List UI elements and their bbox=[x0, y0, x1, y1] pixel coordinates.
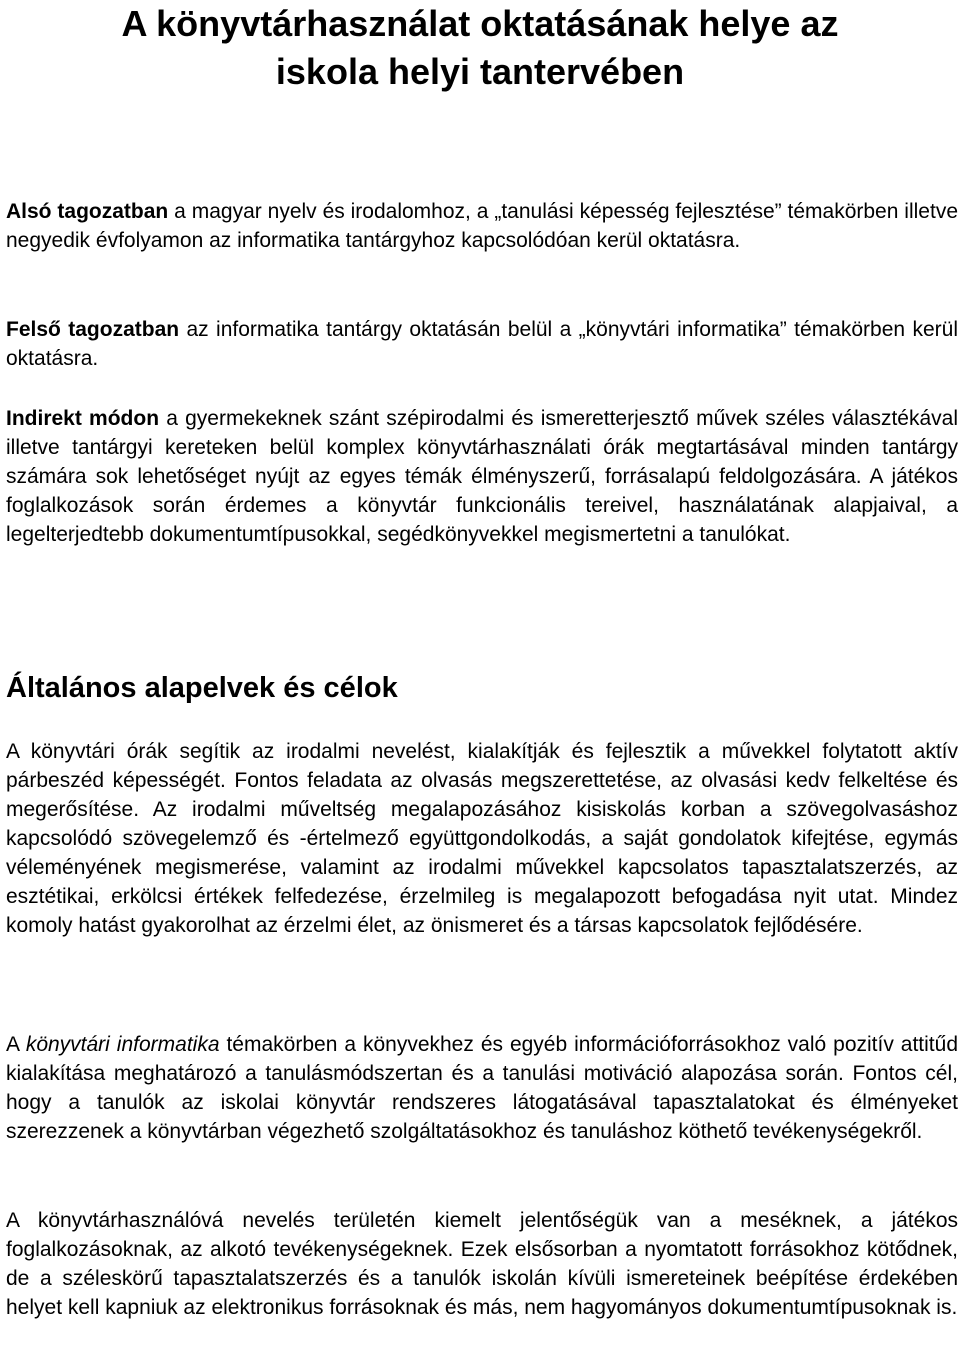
paragraph-lead: Indirekt módon bbox=[6, 407, 160, 430]
paragraph-library-user-education: A könyvtárhasználóvá nevelés területén kiemelt jelentőségük van a meséknek, a játékos foglalkozásoknak, az alkotó tevékenységeknek. Ezek elsősorban a nyomtatott forrásokhoz kötődnek, de a széleskörű tapasztalatszerzés és a tanulók iskolán kívüli ismereteinek beépítése érdekében helyet kell kapniuk az elektronikus forrásoknak és más, nem hagyományos dokumentumtípusoknak is. bbox=[6, 1209, 958, 1319]
title-line-2: iskola helyi tantervében bbox=[275, 51, 685, 92]
paragraph-upper-grades bbox=[6, 315, 958, 373]
paragraph-text: az informatika tantárgy oktatásán belül a „könyvtári informatika” témakörben kerül oktatásra. bbox=[6, 318, 958, 370]
paragraph-indirect bbox=[6, 404, 958, 549]
paragraph-text: a magyar nyelv és irodalomhoz, a „tanulási képesség fejlesztése” témakörben illetve negyedik évfolyamon az informatika tantárgyhoz kapcsolódóan kerül oktatásra. bbox=[6, 200, 958, 252]
paragraph-library-informatics bbox=[6, 1030, 958, 1146]
section-heading: Általános alapelvek és célok bbox=[6, 672, 398, 704]
emphasis-term: könyvtári informatika bbox=[25, 1033, 220, 1056]
title-line-1: A könyvtárhasználat oktatásának helye az bbox=[121, 3, 839, 44]
page-title bbox=[0, 0, 960, 96]
paragraph-lead: Felső tagozatban bbox=[6, 318, 180, 341]
paragraph-text: A bbox=[6, 1033, 26, 1056]
paragraph-text: a gyermekeknek szánt szépirodalmi és ismeretterjesztő művek széles választékával illetve tantárgyi kereteken belül komplex könyvtárhasználati órák megtartásával minden tantárgy számára sok lehetőséget nyújt az egyes témák élményszerű, forrásalapú feldolgozására. A játékos foglalkozások során érdemes a könyvtár funkcionális tereivel, használatának alapjaival, a legelterjedtebb dokumentumtípusokkal, segédkönyvekkel megismertetni a tanulókat. bbox=[6, 407, 959, 546]
paragraph-principles: A könyvtári órák segítik az irodalmi nevelést, kialakítják és fejlesztik a művekkel folytatott aktív párbeszéd képességét. Fontos feladata az olvasás megszerettetése, az olvasási kedv felkeltése és megerősítése. Az irodalmi műveltség megalapozásához kisiskolás korban a szövegolvasáshoz kapcsolódó szövegelemző és -értelmező együttgondolkodás, a saját gondolatok kifejtése, egymás véleményének megismerése, valamint az irodalmi művekkel kapcsolatos tapasztalatszerzés, az esztétikai, erkölcsi értékek felfedezése, érzelmileg is megalapozott befogadása nyit utat. Mindez komoly hatást gyakorolhat az érzelmi élet, az önismeret és a társas kapcsolatok fejlődésére. bbox=[6, 740, 958, 937]
paragraph-text: témakörben a könyvekhez és egyéb információforrásokhoz való pozitív attitűd kialakítása meghatározó a tanulásmódszertan és a tanulási motiváció alapozása során. Fontos cél, hogy a tanulók az iskolai könyvtár rendszeres látogatásával tapasztalatokat és élményeket szerezzenek a könyvtárban végezhető szolgáltatásokhoz és tanuláshoz köthető tevékenységekről. bbox=[6, 1033, 959, 1143]
paragraph-lead: Alsó tagozatban bbox=[6, 200, 169, 223]
paragraph-lower-grades bbox=[6, 197, 958, 255]
